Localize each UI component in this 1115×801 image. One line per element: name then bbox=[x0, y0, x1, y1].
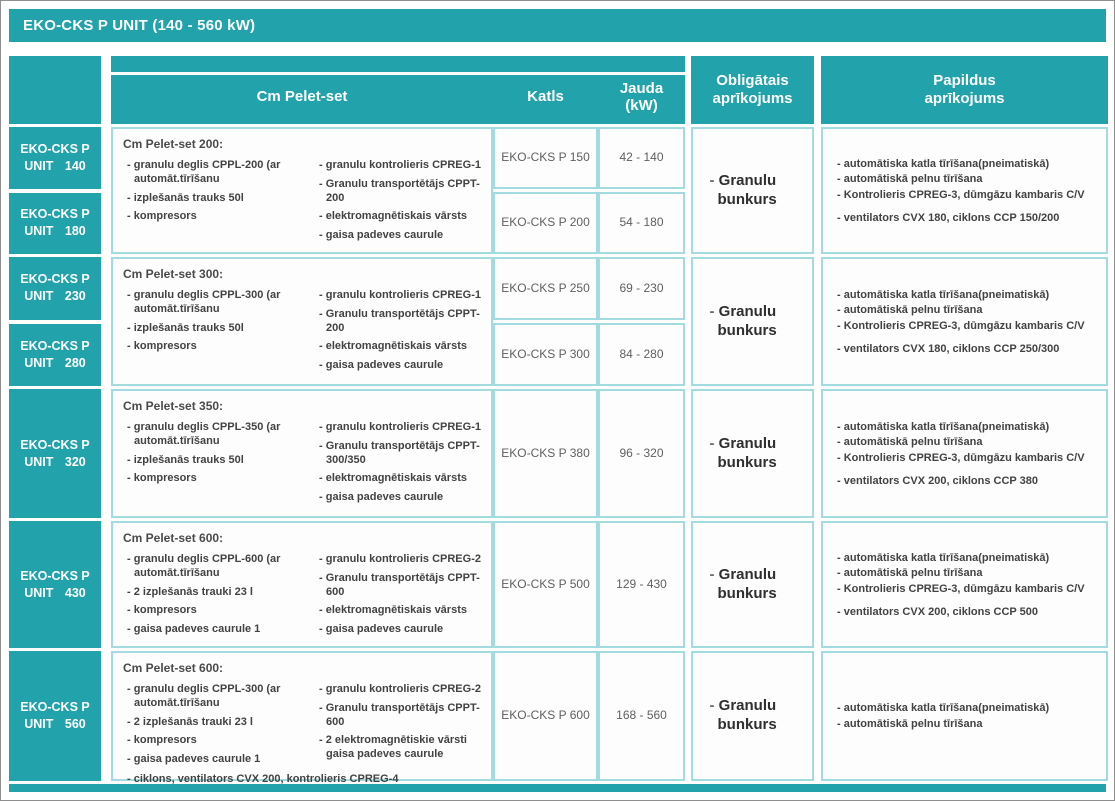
column-header-papildus-line1: Papildus bbox=[933, 72, 996, 89]
list-item: - ventilators CVX 200, ciklons CCP 500 bbox=[833, 606, 1098, 620]
list-item: - izplešanās trauks 50l bbox=[123, 322, 301, 336]
list-item: - ventilators CVX 200, ciklons CCP 380 bbox=[833, 475, 1098, 489]
jauda-cell: 129 - 430 bbox=[598, 521, 685, 648]
list-item: - kompresors bbox=[123, 604, 301, 618]
list-item: - automātiska katla tīrīšana(pneimatiskā) bbox=[833, 552, 1098, 566]
pelet-left-list bbox=[123, 548, 301, 637]
list-item: - gaisa padeves caurule 1 bbox=[123, 753, 301, 767]
pelet-right-list bbox=[301, 284, 481, 373]
katls-cell: EKO-CKS P 250 bbox=[493, 257, 598, 320]
jauda-cell: 42 - 140 bbox=[598, 127, 685, 189]
unit-badge-560 bbox=[9, 651, 101, 781]
pelet-left-list bbox=[123, 154, 301, 243]
unit-badge-line1: EKO-CKS P bbox=[20, 272, 90, 287]
list-item: - granulu kontrolieris CPREG-1 bbox=[315, 421, 481, 435]
unit-badge-280 bbox=[9, 324, 101, 387]
list-item: - ventilators CVX 180, ciklons CCP 250/300 bbox=[833, 343, 1098, 357]
obligatais-cell-row3 bbox=[691, 389, 814, 518]
list-item: - kompresors bbox=[123, 472, 301, 486]
katls-cell: EKO-CKS P 200 bbox=[493, 192, 598, 254]
unit-badge-line2: UNIT 280 bbox=[24, 355, 86, 370]
pelet-set-heading: Cm Pelet-set 350: bbox=[123, 399, 224, 413]
katls-cell: EKO-CKS P 600 bbox=[493, 651, 598, 781]
list-item: - Granulu transportētājs CPPT-600 bbox=[315, 572, 481, 600]
papildus-cell-row2 bbox=[821, 257, 1108, 386]
obligatais-cell-row4 bbox=[691, 521, 814, 648]
obligatais-value: - Granulu bunkurs bbox=[708, 172, 798, 210]
pelet-right-list bbox=[301, 548, 481, 637]
list-item: - automātiskā pelnu tīrīšana bbox=[833, 567, 1098, 581]
column-header-obligatais-line2: aprīkojums bbox=[712, 90, 793, 107]
column-header-papildus bbox=[821, 56, 1108, 124]
list-item: - gaisa padeves caurule 1 bbox=[123, 623, 301, 637]
unit-badge-430 bbox=[9, 521, 101, 648]
list-item: - automātiskā pelnu tīrīšana bbox=[833, 304, 1098, 318]
pelet-set-cell-row3 bbox=[111, 389, 493, 518]
column-header-papildus-line2: aprīkojums bbox=[924, 90, 1005, 107]
boiler-cells-row5 bbox=[493, 651, 685, 781]
unit-badge-line2: UNIT 430 bbox=[24, 585, 86, 600]
unit-badge-line2: UNIT 560 bbox=[24, 717, 86, 731]
list-item: - granulu kontrolieris CPREG-2 bbox=[315, 683, 481, 697]
spec-table bbox=[9, 56, 1106, 785]
header-empty-cell bbox=[9, 56, 101, 124]
pelet-set-cell-row4 bbox=[111, 521, 493, 648]
list-item: - elektromagnētiskais vārsts bbox=[315, 340, 481, 354]
list-item: - gaisa padeves caurule bbox=[315, 229, 481, 243]
jauda-cell: 84 - 280 bbox=[598, 323, 685, 386]
unit-badge-140 bbox=[9, 127, 101, 189]
unit-badge-230 bbox=[9, 257, 101, 320]
list-item: - automātiska katla tīrīšana(pneimatiskā) bbox=[833, 158, 1098, 172]
list-item: - elektromagnētiskais vārsts bbox=[315, 604, 481, 618]
list-item: - ventilators CVX 180, ciklons CCP 150/200 bbox=[833, 212, 1098, 226]
pelet-set-heading: Cm Pelet-set 200: bbox=[123, 137, 224, 151]
obligatais-value: - Granulu bunkurs bbox=[708, 697, 798, 735]
list-item: - izplešanās trauks 50l bbox=[123, 454, 301, 468]
list-item: - Granulu transportētājs CPPT-200 bbox=[315, 308, 481, 336]
jauda-cell: 96 - 320 bbox=[598, 389, 685, 518]
page-title: EKO-CKS P UNIT (140 - 560 kW) bbox=[9, 9, 1106, 42]
list-item: - 2 izplešanās trauki 23 l bbox=[123, 716, 301, 730]
pelet-set-cell-row2 bbox=[111, 257, 493, 386]
list-item: - Granulu transportētājs CPPT-200 bbox=[315, 178, 481, 206]
boiler-cells-row4 bbox=[493, 521, 685, 648]
unit-badge-line2: UNIT 180 bbox=[24, 224, 86, 239]
papildus-cell-row3 bbox=[821, 389, 1108, 518]
header-divider-line bbox=[111, 72, 685, 75]
obligatais-value: - Granulu bunkurs bbox=[708, 566, 798, 604]
list-item: - gaisa padeves caurule bbox=[315, 491, 481, 505]
pelet-set-cell-row1 bbox=[111, 127, 493, 254]
pelet-right-list bbox=[301, 416, 481, 505]
list-item: - 2 elektromagnētiskie vārsti gaisa padeves caurule bbox=[315, 734, 481, 762]
list-item: - granulu deglis CPPL-600 (ar automāt.tīrīšanu bbox=[123, 553, 301, 581]
list-item: - elektromagnētiskais vārsts bbox=[315, 210, 481, 224]
unit-badge-line1: EKO-CKS P bbox=[20, 141, 90, 156]
list-item: - Kontrolieris CPREG-3, dūmgāzu kambaris C/V bbox=[833, 452, 1098, 466]
list-item: - granulu deglis CPPL-350 (ar automāt.tīrīšanu bbox=[123, 421, 301, 449]
header-main-group bbox=[111, 56, 685, 124]
list-item: - granulu deglis CPPL-200 (ar automāt.tīrīšanu bbox=[123, 159, 301, 187]
list-item: - Kontrolieris CPREG-3, dūmgāzu kambaris C/V bbox=[833, 189, 1098, 203]
papildus-cell-row4 bbox=[821, 521, 1108, 648]
obligatais-cell-row5 bbox=[691, 651, 814, 781]
pelet-set-heading: Cm Pelet-set 600: bbox=[123, 661, 224, 675]
boiler-cells-row3 bbox=[493, 389, 685, 518]
list-item: - Kontrolieris CPREG-3, dūmgāzu kambaris C/V bbox=[833, 320, 1098, 334]
column-header-obligatais-line1: Obligātais bbox=[716, 72, 789, 89]
pelet-left-list bbox=[123, 678, 301, 767]
unit-badge-line2: UNIT 230 bbox=[24, 289, 86, 304]
list-item: - granulu kontrolieris CPREG-1 bbox=[315, 159, 481, 173]
unit-badge-line2: UNIT 140 bbox=[24, 158, 86, 173]
list-item: - Granulu transportētājs CPPT-300/350 bbox=[315, 440, 481, 468]
list-item: - Granulu transportētājs CPPT-600 bbox=[315, 702, 481, 730]
jauda-cell: 69 - 230 bbox=[598, 257, 685, 320]
unit-badge-line1: EKO-CKS P bbox=[20, 700, 90, 715]
list-item: - gaisa padeves caurule bbox=[315, 359, 481, 373]
katls-cell: EKO-CKS P 380 bbox=[493, 389, 598, 518]
jauda-cell: 168 - 560 bbox=[598, 651, 685, 781]
list-item: - automātiskā pelnu tīrīšana bbox=[833, 173, 1098, 187]
unit-badges-row2 bbox=[9, 257, 101, 386]
unit-badges-row1 bbox=[9, 127, 101, 254]
katls-cell: EKO-CKS P 150 bbox=[493, 127, 598, 189]
papildus-cell-row5 bbox=[821, 651, 1108, 781]
column-header-obligatais bbox=[691, 56, 814, 124]
list-item: - automātiskā pelnu tīrīšana bbox=[833, 436, 1098, 450]
pelet-right-list bbox=[301, 678, 481, 767]
boiler-cells-row2 bbox=[493, 257, 685, 386]
list-item: - granulu kontrolieris CPREG-2 bbox=[315, 553, 481, 567]
list-item: - kompresors bbox=[123, 340, 301, 354]
pelet-right-list bbox=[301, 154, 481, 243]
list-item: - gaisa padeves caurule bbox=[315, 623, 481, 637]
jauda-cell: 54 - 180 bbox=[598, 192, 685, 254]
list-item: - automātiskā pelnu tīrīšana bbox=[833, 718, 1098, 732]
unit-badge-line1: EKO-CKS P bbox=[20, 207, 90, 222]
pelet-left-list bbox=[123, 416, 301, 505]
unit-badge-line1: EKO-CKS P bbox=[20, 437, 90, 452]
list-item: - granulu kontrolieris CPREG-1 bbox=[315, 289, 481, 303]
pelet-footer-note: - ciklons, ventilators CVX 200, kontrolieris CPREG-4 bbox=[123, 773, 481, 787]
list-item: - kompresors bbox=[123, 734, 301, 748]
column-header-pelet-set: Cm Pelet-set bbox=[256, 88, 348, 106]
unit-badge-line1: EKO-CKS P bbox=[20, 568, 90, 583]
unit-badges-row3 bbox=[9, 389, 101, 518]
pelet-left-list bbox=[123, 284, 301, 373]
column-header-jauda-line2: (kW) bbox=[625, 97, 658, 114]
obligatais-value: - Granulu bunkurs bbox=[708, 435, 798, 473]
unit-badge-320 bbox=[9, 389, 101, 518]
unit-badges-row5 bbox=[9, 651, 101, 781]
column-header-katls: Katls bbox=[527, 88, 564, 106]
list-item: - automātiska katla tīrīšana(pneimatiskā) bbox=[833, 702, 1098, 716]
pelet-set-heading: Cm Pelet-set 300: bbox=[123, 267, 224, 281]
list-item: - 2 izplešanās trauki 23 l bbox=[123, 586, 301, 600]
list-item: - izplešanās trauks 50l bbox=[123, 192, 301, 206]
unit-badge-180 bbox=[9, 193, 101, 255]
list-item: - kompresors bbox=[123, 210, 301, 224]
list-item: - granulu deglis CPPL-300 (ar automāt.tīrīšanu bbox=[123, 683, 301, 711]
list-item: - automātiska katla tīrīšana(pneimatiskā) bbox=[833, 289, 1098, 303]
unit-badges-row4 bbox=[9, 521, 101, 648]
column-header-jauda-line1: Jauda bbox=[619, 79, 664, 97]
pelet-set-heading: Cm Pelet-set 600: bbox=[123, 531, 224, 545]
unit-badge-line1: EKO-CKS P bbox=[20, 338, 90, 353]
katls-cell: EKO-CKS P 300 bbox=[493, 323, 598, 386]
boiler-cells-row1 bbox=[493, 127, 685, 254]
obligatais-cell-row1 bbox=[691, 127, 814, 254]
list-item: - elektromagnētiskais vārsts bbox=[315, 472, 481, 486]
obligatais-value: - Granulu bunkurs bbox=[708, 303, 798, 341]
obligatais-cell-row2 bbox=[691, 257, 814, 386]
pelet-set-cell-row5 bbox=[111, 651, 493, 785]
list-item: - automātiska katla tīrīšana(pneimatiskā) bbox=[833, 421, 1098, 435]
unit-badge-line2: UNIT 320 bbox=[24, 454, 86, 469]
list-item: - Kontrolieris CPREG-3, dūmgāzu kambaris C/V bbox=[833, 583, 1098, 597]
list-item: - granulu deglis CPPL-300 (ar automāt.tīrīšanu bbox=[123, 289, 301, 317]
papildus-cell-row1 bbox=[821, 127, 1108, 254]
katls-cell: EKO-CKS P 500 bbox=[493, 521, 598, 648]
